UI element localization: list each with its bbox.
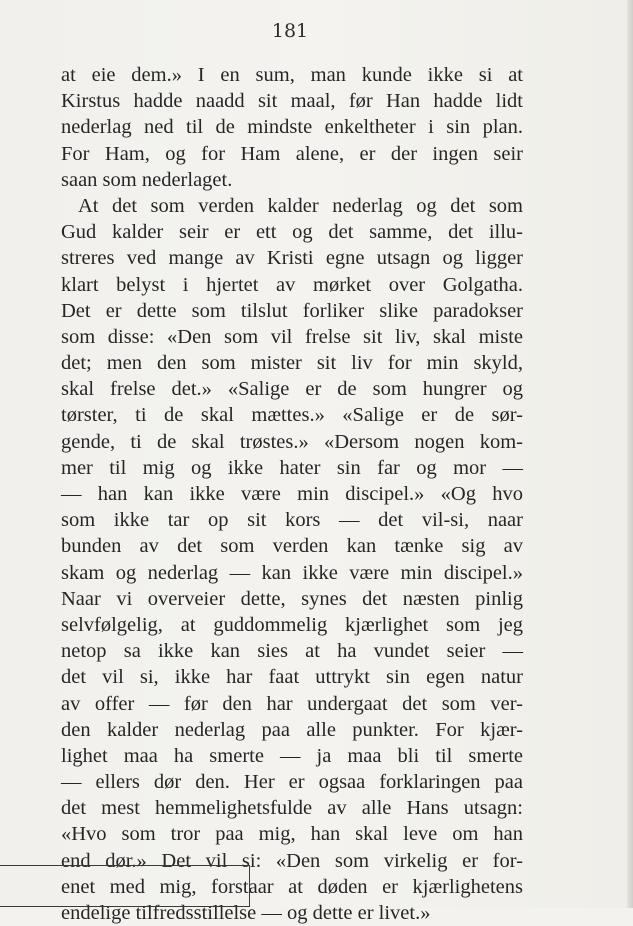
text-line: det; men den som mister sit liv for min skyld, [61, 352, 523, 375]
text-line: gende, ti de skal trøstes.» «Dersom nogen kom- [61, 430, 523, 453]
body-text [61, 62, 523, 926]
text-line: skal frelse det.» «Salige er de som hungrer og [61, 378, 523, 401]
text-line: tørster, ti de skal mættes.» «Salige er de sør- [61, 404, 523, 427]
text-line: Gud kalder seir er ett og det samme, det illu- [61, 221, 523, 244]
text-line: At det som verden kalder nederlag og det som [78, 194, 523, 217]
text-line: Naar vi overveier dette, synes det næsten pinlig [61, 587, 523, 610]
text-line: «Hvo som tror paa mig, han skal leve om han [61, 823, 523, 846]
text-line: den kalder nederlag paa alle punkter. For kjær- [61, 718, 523, 741]
text-line: det mest hemmelighetsfulde av alle Hans utsagn: [61, 797, 523, 820]
text-line: end dør.» Det vil si: «Den som virkelig er for- [61, 849, 523, 872]
text-line: nederlag ned til de mindste enkeltheter i sin plan. [61, 116, 523, 139]
text-line: Kirstus hadde naadd sit maal, før Han hadde lidt [61, 90, 523, 113]
text-line: saan som nederlaget. [61, 168, 233, 191]
text-line: som ikke tar op sit kors — det vil-si, naar [61, 509, 523, 532]
text-line: som disse: «Den som vil frelse sit liv, skal miste [61, 325, 523, 348]
text-line: lighet maa ha smerte — ja maa bli til smerte [61, 744, 523, 767]
text-line: — ellers dør den. Her er ogsaa forklaringen paa [61, 771, 523, 794]
text-line: streres ved mange av Kristi egne utsagn og ligger [61, 247, 523, 270]
text-line: enet med mig, forstaar at døden er kjærlighetens [61, 875, 523, 898]
page-number: 181 [271, 20, 309, 42]
text-line: endelige tilfredsstillelse — og dette er livet.» [61, 902, 431, 924]
text-line: bunden av det som verden kan tænke sig av [61, 535, 523, 558]
text-line: at eie dem.» I en sum, man kunde ikke si at [61, 64, 523, 86]
text-line: Det er dette som tilslut forliker slike paradokser [61, 299, 523, 322]
text-line: netop sa ikke kan sies at ha vundet seier — [61, 640, 523, 663]
text-line: av offer — før den har undergaat det som ver- [61, 692, 523, 715]
text-line: mer til mig og ikke hater sin far og mor — [61, 456, 523, 479]
text-line: klart belyst i hjertet av mørket over Golgatha. [61, 273, 523, 296]
text-line: — han kan ikke være min discipel.» «Og hvo [61, 483, 523, 505]
text-line: det vil si, ikke har faat uttrykt sin egen natur [61, 666, 523, 689]
bottom-frame [0, 865, 250, 907]
text-line: skam og nederlag — kan ikke være min discipel.» [61, 561, 523, 584]
text-line: selvfølgelig, at guddommelig kjærlighet som jeg [61, 613, 523, 636]
text-line: For Ham, og for Ham alene, er der ingen seir [61, 142, 523, 165]
page-edge [627, 0, 633, 908]
